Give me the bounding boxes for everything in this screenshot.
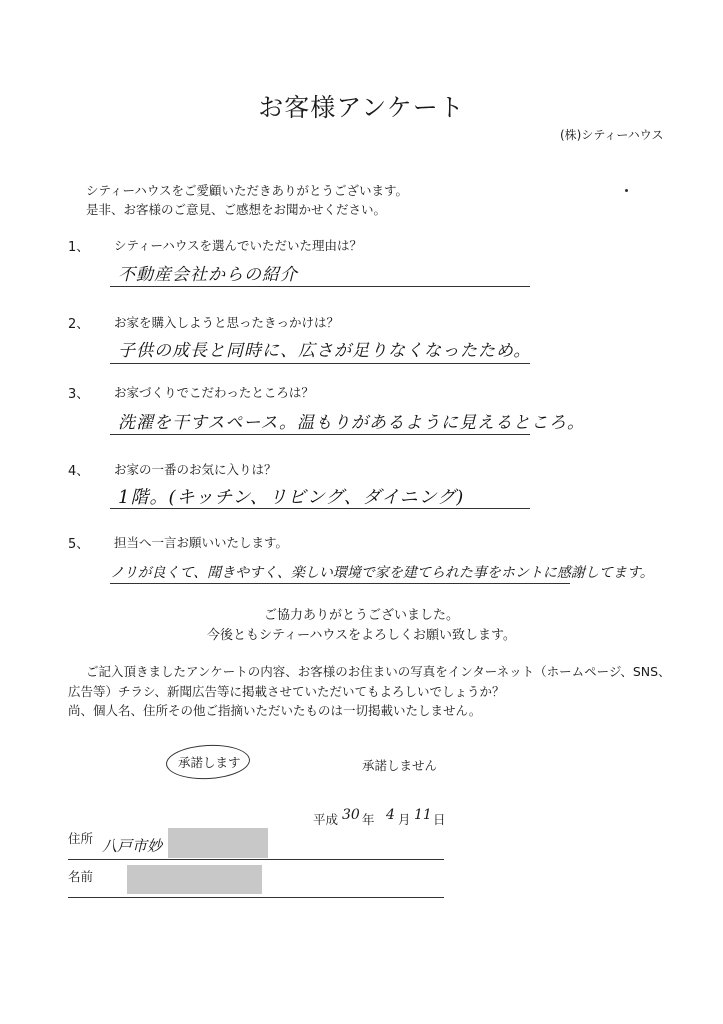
answer-line-5 [110, 583, 570, 584]
answer-line-2 [110, 363, 530, 364]
question-text-5: 担当へ一言お願いいたします。 [114, 535, 289, 550]
question-text-1: シティーハウスを選んでいただいた理由は？ [114, 238, 363, 253]
closing-line-1: ご協力ありがとうございました。 [263, 608, 459, 623]
name-line [68, 897, 444, 898]
answer-5: ノリが良くて、聞きやすく、楽しい環境で家を建てられた事をホントに感謝してます。 [110, 565, 654, 581]
question-number-2: 2、 [68, 317, 90, 332]
closing-line-2: 今後ともシティーハウスをよろしくお願い致します。 [207, 628, 516, 643]
answer-line-3 [110, 434, 530, 435]
name-redaction [127, 865, 262, 894]
question-text-3: お家づくりでこだわったところは？ [114, 385, 314, 400]
date-day-label: 日 [433, 812, 446, 827]
stray-mark [625, 189, 628, 192]
question-number-5: 5、 [68, 537, 90, 552]
date-month-label: 月 [398, 812, 411, 827]
date-year-value: 30 [342, 807, 360, 823]
intro-line-2: 是非、お客様のご意見、ご感想をお聞かせください。 [86, 202, 387, 217]
date-year-label: 年 [362, 812, 375, 827]
date-day-value: 11 [414, 807, 432, 823]
page-title: お客様アンケート [258, 93, 465, 122]
answer-3: 洗濯を干すスペース。温もりがあるように見えるところ。 [118, 413, 585, 433]
decline-option[interactable]: 承諾しません [362, 758, 438, 773]
answer-1: 不動産会社からの紹介 [118, 265, 298, 285]
question-text-4: お家の一番のお気に入りは？ [114, 462, 277, 477]
answer-line-4 [110, 508, 530, 509]
address-line [68, 859, 444, 860]
address-value: 八戸市妙 [102, 837, 163, 855]
answer-2: 子供の成長と同時に、広さが足りなくなったため。 [118, 341, 532, 361]
question-number-3: 3、 [68, 387, 90, 402]
address-label: 住所 [68, 831, 94, 846]
consent-text-1: ご記入頂きましたアンケートの内容、お客様のお住まいの写真をインターネット（ホームページ、SNS、 [86, 664, 671, 679]
name-label: 名前 [68, 869, 94, 884]
answer-line-1 [110, 286, 530, 287]
intro-line-1: シティーハウスをご愛顧いただきありがとうございます。 [86, 183, 409, 198]
question-number-4: 4、 [68, 464, 90, 479]
question-text-2: お家を購入しようと思ったきっかけは？ [114, 315, 340, 330]
company-name: (株)シティーハウス [560, 128, 664, 142]
consent-text-2: 広告等）チラシ、新聞広告等に掲載させていただいてもよろしいでしょうか？ [68, 684, 505, 699]
answer-4: 1階。(キッチン、リビング、ダイニング) [118, 487, 465, 508]
date-era: 平成 [313, 812, 339, 827]
consent-text-3: 尚、個人名、住所その他ご指摘いただいたものは一切掲載いたしません。 [68, 703, 482, 718]
address-redaction [168, 828, 268, 858]
date-month-value: 4 [386, 807, 395, 823]
accept-option[interactable]: 承諾します [178, 755, 241, 770]
question-number-1: 1、 [68, 240, 90, 255]
